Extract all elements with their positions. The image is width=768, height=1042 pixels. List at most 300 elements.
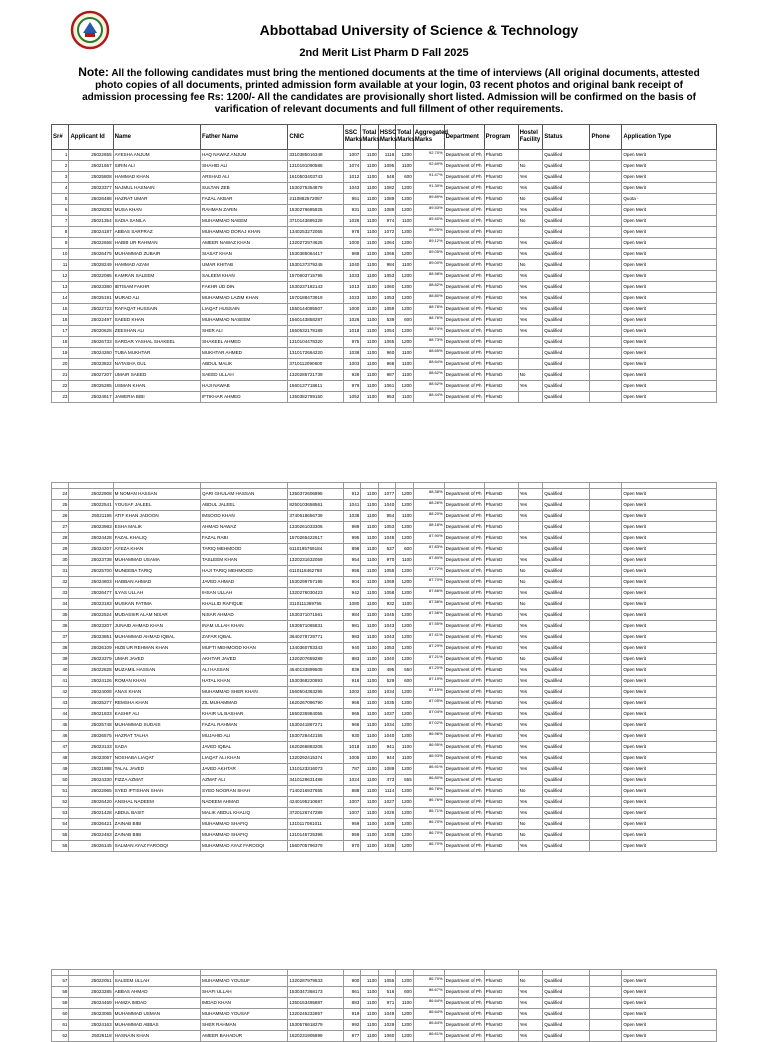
hssc-marks-cell: 1045 bbox=[378, 610, 395, 621]
cnic-cell: 4540133899505 bbox=[288, 665, 344, 676]
hssc-marks-cell: 537 bbox=[378, 544, 395, 555]
applicant-id-cell: 25021354 bbox=[69, 216, 113, 227]
aggregate-cell: 89.00% bbox=[413, 260, 444, 271]
sr-cell: 59 bbox=[52, 998, 69, 1009]
name-cell: SAEED KHAN bbox=[113, 315, 200, 326]
table-row bbox=[52, 161, 717, 172]
ssc-marks-cell: 1018 bbox=[343, 742, 360, 753]
hostel-cell: Yes bbox=[518, 326, 543, 337]
status-cell: Qualified bbox=[543, 786, 590, 797]
department-cell: Department of Ph bbox=[444, 544, 484, 555]
sr-cell: 43 bbox=[52, 698, 69, 709]
hostel-cell: Yes bbox=[518, 643, 543, 654]
table-header-row bbox=[52, 125, 717, 150]
sr-cell: 8 bbox=[52, 227, 69, 238]
cnic-cell: 1530571065831 bbox=[288, 621, 344, 632]
ssc-marks-cell: 1013 bbox=[343, 282, 360, 293]
aggregate-cell: 86.70% bbox=[413, 841, 444, 852]
status-cell: Qualified bbox=[543, 500, 590, 511]
ssc-marks-cell: 1080 bbox=[343, 599, 360, 610]
father-name-cell: ARSHAD ALI bbox=[201, 172, 288, 183]
phone-cell bbox=[590, 643, 622, 654]
phone-cell bbox=[590, 610, 622, 621]
sr-cell: 47 bbox=[52, 742, 69, 753]
sr-cell: 58 bbox=[52, 987, 69, 998]
father-name-cell: HAJI TARIQ MEHMOOD bbox=[201, 566, 288, 577]
applicant-id-cell: 25024163 bbox=[69, 1020, 113, 1031]
department-cell: Department of Ph bbox=[444, 359, 484, 370]
hssc-marks-cell: 1039 bbox=[378, 830, 395, 841]
cnic-cell: 8250103658561 bbox=[288, 500, 344, 511]
cnic-cell: 1330261033306 bbox=[288, 522, 344, 533]
table-row bbox=[52, 511, 717, 522]
cnic-cell: 1320292415374 bbox=[288, 753, 344, 764]
name-cell: HAMMAD AZAM bbox=[113, 260, 200, 271]
phone-cell bbox=[590, 764, 622, 775]
ssc-total-cell: 1100 bbox=[361, 976, 378, 987]
hssc-total-cell: 1200 bbox=[396, 500, 413, 511]
sr-cell: 53 bbox=[52, 808, 69, 819]
sr-cell: 46 bbox=[52, 731, 69, 742]
program-cell: PharmD bbox=[484, 489, 518, 500]
ssc-total-cell: 1100 bbox=[361, 500, 378, 511]
department-cell: Department of Ph bbox=[444, 731, 484, 742]
applicant-id-cell: 25022483 bbox=[69, 830, 113, 841]
department-cell: Department of Ph bbox=[444, 588, 484, 599]
hssc-total-cell: 600 bbox=[396, 544, 413, 555]
name-cell: NATASHA GUL bbox=[113, 359, 200, 370]
cnic-cell: 1550235984055 bbox=[288, 709, 344, 720]
hostel-cell bbox=[518, 150, 543, 161]
father-name-cell: MUHAMMAD AYAZ FAROOQI bbox=[201, 841, 288, 852]
name-cell: M NOMAN HASSAN bbox=[113, 489, 200, 500]
ssc-marks-cell: 787 bbox=[343, 764, 360, 775]
applicant-id-cell: 25025285 bbox=[69, 381, 113, 392]
phone-cell bbox=[590, 566, 622, 577]
application-type-cell: Open Merit bbox=[622, 293, 717, 304]
cnic-cell: 1310123316073 bbox=[288, 764, 344, 775]
applicant-id-cell: 25023738 bbox=[69, 555, 113, 566]
applicant-id-cell: 25024260 bbox=[69, 348, 113, 359]
aggregate-cell: 87.20% bbox=[413, 665, 444, 676]
applicant-id-cell: 25027207 bbox=[69, 370, 113, 381]
hssc-total-cell: 1200 bbox=[396, 731, 413, 742]
name-cell: REMSHA KHAN bbox=[113, 698, 200, 709]
application-type-cell: Open Merit bbox=[622, 819, 717, 830]
hostel-cell bbox=[518, 348, 543, 359]
name-cell: MUSA KHAN bbox=[113, 205, 200, 216]
cnic-cell: 1310191090586 bbox=[288, 161, 344, 172]
status-cell: Qualified bbox=[543, 238, 590, 249]
sr-cell: 24 bbox=[52, 489, 69, 500]
status-cell: Qualified bbox=[543, 976, 590, 987]
department-cell: Department of Ph bbox=[444, 555, 484, 566]
department-cell: Department of Ph bbox=[444, 392, 484, 403]
sr-cell: 45 bbox=[52, 720, 69, 731]
aggregate-cell: 86.61% bbox=[413, 1031, 444, 1042]
ssc-marks-cell: 970 bbox=[343, 841, 360, 852]
ssc-total-cell: 1100 bbox=[361, 720, 378, 731]
application-type-cell: Open Merit bbox=[622, 304, 717, 315]
hssc-marks-cell: 1037 bbox=[378, 709, 395, 720]
table-row bbox=[52, 665, 717, 676]
ssc-total-cell: 1100 bbox=[361, 797, 378, 808]
cnic-cell: 2110882572087 bbox=[288, 194, 344, 205]
table-row bbox=[52, 172, 717, 183]
ssc-marks-cell: 916 bbox=[343, 676, 360, 687]
status-cell: Qualified bbox=[543, 249, 590, 260]
hostel-cell: Yes bbox=[518, 764, 543, 775]
hssc-marks-cell: 1064 bbox=[378, 238, 395, 249]
father-name-cell: FAZAL RABI bbox=[201, 533, 288, 544]
status-cell: Qualified bbox=[543, 150, 590, 161]
father-name-cell: TARIQ MEHMOOD bbox=[201, 544, 288, 555]
ssc-total-cell: 1100 bbox=[361, 808, 378, 819]
father-name-cell: AKHTAR JAVED bbox=[201, 654, 288, 665]
name-cell: MUDASSIR ALAM NISAR bbox=[113, 610, 200, 621]
hssc-marks-cell: 1036 bbox=[378, 841, 395, 852]
applicant-id-cell: 25022908 bbox=[69, 489, 113, 500]
aggregate-cell: 87.19% bbox=[413, 676, 444, 687]
hssc-total-cell: 600 bbox=[396, 315, 413, 326]
application-type-cell: Open Merit bbox=[622, 172, 717, 183]
table-row bbox=[52, 359, 717, 370]
hssc-total-cell: 600 bbox=[396, 172, 413, 183]
ssc-total-cell: 1100 bbox=[361, 249, 378, 260]
cnic-cell: 1620266883206 bbox=[288, 742, 344, 753]
applicant-id-cell: 25023379 bbox=[69, 654, 113, 665]
admission-note bbox=[78, 66, 700, 116]
hostel-cell: Yes bbox=[518, 1020, 543, 1031]
status-cell: Qualified bbox=[543, 599, 590, 610]
hssc-marks-cell: 1065 bbox=[378, 337, 395, 348]
cnic-cell: 1340360783343 bbox=[288, 643, 344, 654]
department-cell: Department of Ph bbox=[444, 183, 484, 194]
applicant-id-cell: 25026488 bbox=[69, 194, 113, 205]
father-name-cell: HATAL KHAN bbox=[201, 676, 288, 687]
program-cell: PharmD bbox=[484, 676, 518, 687]
father-name-cell: RAHMAN ZARIN bbox=[201, 205, 288, 216]
phone-cell bbox=[590, 172, 622, 183]
name-cell: HAMMAD KHAN bbox=[113, 172, 200, 183]
phone-cell bbox=[590, 676, 622, 687]
status-cell: Qualified bbox=[543, 1031, 590, 1042]
ssc-total-cell: 1100 bbox=[361, 676, 378, 687]
hostel-cell: Yes bbox=[518, 588, 543, 599]
table-row bbox=[52, 709, 717, 720]
cnic-cell: 1320245232857 bbox=[288, 1009, 344, 1020]
cnic-cell: 1530237182143 bbox=[288, 282, 344, 293]
status-cell: Qualified bbox=[543, 698, 590, 709]
father-name-cell: SAEED ULLAH bbox=[201, 370, 288, 381]
name-cell: NAJMUL HASNAIN bbox=[113, 183, 200, 194]
hostel-cell: Yes bbox=[518, 304, 543, 315]
hssc-total-cell: 1200 bbox=[396, 720, 413, 731]
father-name-cell: JAVED IQBAL bbox=[201, 742, 288, 753]
aggregate-cell: 88.74% bbox=[413, 326, 444, 337]
aggregate-cell: 88.20% bbox=[413, 511, 444, 522]
hostel-cell bbox=[518, 775, 543, 786]
father-name-cell: MUHAMMAD NASEEM bbox=[201, 315, 288, 326]
column-header: Aggregated Marks bbox=[413, 125, 444, 150]
department-cell: Department of Ph bbox=[444, 610, 484, 621]
sr-cell: 62 bbox=[52, 1031, 69, 1042]
aggregate-cell: 89.89% bbox=[413, 194, 444, 205]
sr-cell: 4 bbox=[52, 183, 69, 194]
ssc-total-cell: 1100 bbox=[361, 841, 378, 852]
father-name-cell: FAZAL RAHMAN bbox=[201, 720, 288, 731]
ssc-marks-cell: 1074 bbox=[343, 161, 360, 172]
hssc-marks-cell: 970 bbox=[378, 555, 395, 566]
ssc-total-cell: 1100 bbox=[361, 1009, 378, 1020]
program-cell: PharmD bbox=[484, 304, 518, 315]
status-cell: Qualified bbox=[543, 337, 590, 348]
ssc-marks-cell: 883 bbox=[343, 998, 360, 1009]
applicant-id-cell: 25022828 bbox=[69, 665, 113, 676]
aggregate-cell: 88.73% bbox=[413, 337, 444, 348]
hssc-total-cell: 1100 bbox=[396, 392, 413, 403]
sr-cell: 34 bbox=[52, 599, 69, 610]
name-cell: HAMZA IMDAD bbox=[113, 998, 200, 1009]
applicant-id-cell: 25024428 bbox=[69, 533, 113, 544]
department-cell: Department of Ph bbox=[444, 315, 484, 326]
aggregate-cell: 92.69% bbox=[413, 161, 444, 172]
phone-cell bbox=[590, 326, 622, 337]
ssc-marks-cell: 836 bbox=[343, 665, 360, 676]
table-row bbox=[52, 238, 717, 249]
aggregate-cell: 87.15% bbox=[413, 687, 444, 698]
phone-cell bbox=[590, 205, 622, 216]
application-type-cell: Open Merit bbox=[622, 489, 717, 500]
status-cell: Qualified bbox=[543, 676, 590, 687]
application-type-cell: Open Merit bbox=[622, 205, 717, 216]
applicant-id-cell: 25026475 bbox=[69, 249, 113, 260]
father-name-cell: MUHAMMAD SHER KHAN bbox=[201, 687, 288, 698]
applicant-id-cell: 25021428 bbox=[69, 808, 113, 819]
name-cell: ESHA MALIK bbox=[113, 522, 200, 533]
hostel-cell: No bbox=[518, 819, 543, 830]
department-cell: Department of Ph bbox=[444, 304, 484, 315]
status-cell: Qualified bbox=[543, 161, 590, 172]
program-cell: PharmD bbox=[484, 830, 518, 841]
program-cell: PharmD bbox=[484, 500, 518, 511]
aggregate-cell: 89.12% bbox=[413, 238, 444, 249]
father-name-cell: MUHAMMAD SHAFIQ bbox=[201, 819, 288, 830]
phone-cell bbox=[590, 742, 622, 753]
hssc-marks-cell: 932 bbox=[378, 599, 395, 610]
name-cell: ATIF KHAN JADOON bbox=[113, 511, 200, 522]
ssc-total-cell: 1100 bbox=[361, 643, 378, 654]
program-cell: PharmD bbox=[484, 1020, 518, 1031]
phone-cell bbox=[590, 489, 622, 500]
hssc-total-cell: 1200 bbox=[396, 654, 413, 665]
program-cell: PharmD bbox=[484, 599, 518, 610]
program-cell: PharmD bbox=[484, 987, 518, 998]
status-cell: Qualified bbox=[543, 764, 590, 775]
table-row bbox=[52, 249, 717, 260]
table-row bbox=[52, 819, 717, 830]
application-type-cell: Open Merit bbox=[622, 238, 717, 249]
father-name-cell: AHMAD NAWAZ bbox=[201, 522, 288, 533]
applicant-id-cell: 25023983 bbox=[69, 522, 113, 533]
hostel-cell: No bbox=[518, 370, 543, 381]
hssc-total-cell: 1100 bbox=[396, 359, 413, 370]
hssc-marks-cell: 529 bbox=[378, 676, 395, 687]
table-row bbox=[52, 194, 717, 205]
application-type-cell: Open Merit bbox=[622, 1020, 717, 1031]
name-cell: NOSHABA LIAQAT bbox=[113, 753, 200, 764]
name-cell: RAFAQAT HUSSAIN bbox=[113, 304, 200, 315]
ssc-total-cell: 1100 bbox=[361, 337, 378, 348]
aggregate-cell: 87.21% bbox=[413, 654, 444, 665]
name-cell: KASHIF ALI bbox=[113, 709, 200, 720]
phone-cell bbox=[590, 797, 622, 808]
application-type-cell: Open Merit bbox=[622, 511, 717, 522]
father-name-cell: NADEEM AHMAD bbox=[201, 797, 288, 808]
phone-cell bbox=[590, 687, 622, 698]
cnic-cell: 1530299757195 bbox=[288, 577, 344, 588]
phone-cell bbox=[590, 753, 622, 764]
aggregate-cell: 91.30% bbox=[413, 183, 444, 194]
cnic-cell: 6110118462768 bbox=[288, 566, 344, 577]
phone-cell bbox=[590, 293, 622, 304]
applicant-id-cell: 25028283 bbox=[69, 205, 113, 216]
program-cell: PharmD bbox=[484, 205, 518, 216]
application-type-cell: Open Merit bbox=[622, 381, 717, 392]
father-name-cell: MUFTI MEHMOOD KHAN bbox=[201, 643, 288, 654]
hostel-cell: Yes bbox=[518, 621, 543, 632]
sr-cell: 6 bbox=[52, 205, 69, 216]
department-cell: Department of Ph bbox=[444, 830, 484, 841]
phone-cell bbox=[590, 500, 622, 511]
status-cell: Qualified bbox=[543, 1020, 590, 1031]
sr-cell: 21 bbox=[52, 370, 69, 381]
phone-cell bbox=[590, 150, 622, 161]
hssc-total-cell: 1200 bbox=[396, 337, 413, 348]
sr-cell: 60 bbox=[52, 1009, 69, 1020]
ssc-total-cell: 1100 bbox=[361, 326, 378, 337]
hssc-total-cell: 1200 bbox=[396, 489, 413, 500]
father-name-cell: FAKHR UD DIN bbox=[201, 282, 288, 293]
table-row bbox=[52, 764, 717, 775]
sr-cell: 7 bbox=[52, 216, 69, 227]
ssc-marks-cell: 1000 bbox=[343, 238, 360, 249]
hssc-marks-cell: 1048 bbox=[378, 533, 395, 544]
applicant-id-cell: 25024803 bbox=[69, 577, 113, 588]
sr-cell: 22 bbox=[52, 381, 69, 392]
applicant-id-cell: 25020628 bbox=[69, 326, 113, 337]
ssc-total-cell: 1100 bbox=[361, 665, 378, 676]
cnic-cell: 1550532178189 bbox=[288, 326, 344, 337]
hssc-total-cell: 1100 bbox=[396, 370, 413, 381]
department-cell: Department of Ph bbox=[444, 489, 484, 500]
aggregate-cell: 86.67% bbox=[413, 987, 444, 998]
status-cell: Qualified bbox=[543, 643, 590, 654]
application-type-cell: Open Merit bbox=[622, 1031, 717, 1042]
program-cell: PharmD bbox=[484, 731, 518, 742]
table-row bbox=[52, 987, 717, 998]
sr-cell: 25 bbox=[52, 500, 69, 511]
program-cell: PharmD bbox=[484, 1031, 518, 1042]
phone-cell bbox=[590, 370, 622, 381]
ssc-total-cell: 1100 bbox=[361, 183, 378, 194]
applicant-id-cell: 25025808 bbox=[69, 172, 113, 183]
sr-cell: 55 bbox=[52, 830, 69, 841]
aggregate-cell: 86.93% bbox=[413, 753, 444, 764]
applicant-id-cell: 25025277 bbox=[69, 698, 113, 709]
aggregate-cell: 88.18% bbox=[413, 522, 444, 533]
ssc-marks-cell: 965 bbox=[343, 709, 360, 720]
program-cell: PharmD bbox=[484, 698, 518, 709]
ssc-total-cell: 1100 bbox=[361, 698, 378, 709]
department-cell: Department of Ph bbox=[444, 381, 484, 392]
father-name-cell: KHAIR UL BASHAR bbox=[201, 709, 288, 720]
hssc-marks-cell: 960 bbox=[378, 348, 395, 359]
sr-cell: 41 bbox=[52, 676, 69, 687]
father-name-cell: FAZAL AKBAR bbox=[201, 194, 288, 205]
table-row bbox=[52, 1031, 717, 1042]
hssc-total-cell: 1200 bbox=[396, 577, 413, 588]
ssc-total-cell: 1100 bbox=[361, 621, 378, 632]
name-cell: HAZRAT TALHA bbox=[113, 731, 200, 742]
program-cell: PharmD bbox=[484, 643, 518, 654]
hostel-cell: Yes bbox=[518, 555, 543, 566]
aggregate-cell: 91.47% bbox=[413, 172, 444, 183]
table-row bbox=[52, 588, 717, 599]
status-cell: Qualified bbox=[543, 293, 590, 304]
application-type-cell: Open Merit bbox=[622, 260, 717, 271]
sr-cell: 26 bbox=[52, 511, 69, 522]
hssc-total-cell: 1200 bbox=[396, 687, 413, 698]
hssc-marks-cell: 1060 bbox=[378, 282, 395, 293]
cnic-cell: 1350153495887 bbox=[288, 998, 344, 1009]
ssc-total-cell: 1100 bbox=[361, 150, 378, 161]
program-cell: PharmD bbox=[484, 841, 518, 852]
ssc-marks-cell: 942 bbox=[343, 588, 360, 599]
hostel-cell: Yes bbox=[518, 1009, 543, 1020]
ssc-marks-cell: 959 bbox=[343, 819, 360, 830]
department-cell: Department of Ph bbox=[444, 775, 484, 786]
phone-cell bbox=[590, 544, 622, 555]
cnic-cell: 1560705796379 bbox=[288, 841, 344, 852]
application-type-cell: Open Merit bbox=[622, 183, 717, 194]
applicant-id-cell: 25025700 bbox=[69, 566, 113, 577]
applicant-id-cell: 25022541 bbox=[69, 500, 113, 511]
ssc-total-cell: 1100 bbox=[361, 987, 378, 998]
hssc-marks-cell: 1027 bbox=[378, 797, 395, 808]
name-cell: YOUSAF JALEEL bbox=[113, 500, 200, 511]
hssc-marks-cell: 1055 bbox=[378, 976, 395, 987]
ssc-total-cell: 1100 bbox=[361, 205, 378, 216]
hssc-total-cell: 1200 bbox=[396, 698, 413, 709]
aggregate-cell: 86.96% bbox=[413, 731, 444, 742]
table-row bbox=[52, 260, 717, 271]
father-name-cell: SHAFI ULLAH bbox=[201, 987, 288, 998]
program-cell: PharmD bbox=[484, 566, 518, 577]
ssc-marks-cell: 1026 bbox=[343, 216, 360, 227]
name-cell: TALAL JAVED bbox=[113, 764, 200, 775]
ssc-marks-cell: 983 bbox=[343, 654, 360, 665]
hssc-marks-cell: 548 bbox=[378, 172, 395, 183]
phone-cell bbox=[590, 511, 622, 522]
father-name-cell: KHALLID RAFIQUE bbox=[201, 599, 288, 610]
cnic-cell: 1610503403743 bbox=[288, 172, 344, 183]
phone-cell bbox=[590, 555, 622, 566]
hssc-marks-cell: 1043 bbox=[378, 632, 395, 643]
table-row bbox=[52, 216, 717, 227]
applicant-id-cell: 25021833 bbox=[69, 709, 113, 720]
ssc-total-cell: 1100 bbox=[361, 599, 378, 610]
